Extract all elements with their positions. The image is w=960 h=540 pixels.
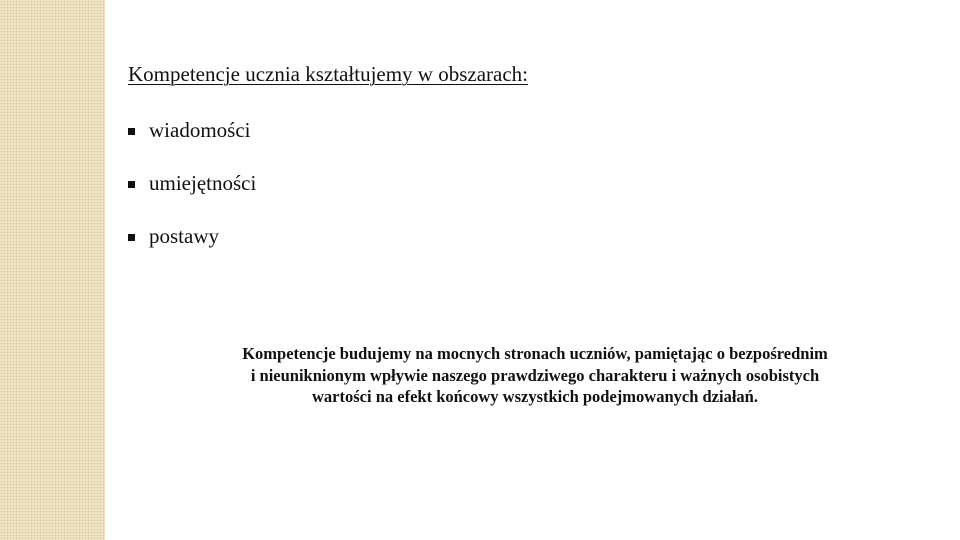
bullet-text: umiejętności	[149, 171, 257, 195]
bullet-text: wiadomości	[149, 118, 251, 142]
decorative-side-strip	[0, 0, 105, 540]
note-line: Kompetencje budujemy na mocnych stronach uczniów, pamiętając o bezpośrednim	[242, 344, 828, 363]
square-bullet-icon	[128, 181, 135, 188]
square-bullet-icon	[128, 234, 135, 241]
list-item	[128, 224, 256, 277]
list-item	[128, 171, 256, 224]
list-item	[128, 118, 256, 171]
slide-title: Kompetencje ucznia kształtujemy w obszarach:	[128, 62, 529, 86]
bullet-list	[128, 118, 256, 277]
square-bullet-icon	[128, 128, 135, 135]
summary-note	[140, 343, 930, 408]
note-line: i nieuniknionym wpływie naszego prawdziwego charakteru i ważnych osobistych	[250, 365, 820, 385]
bullet-text: postawy	[149, 224, 219, 248]
note-line: wartości na efekt końcowy wszystkich podejmowanych działań.	[312, 387, 758, 406]
